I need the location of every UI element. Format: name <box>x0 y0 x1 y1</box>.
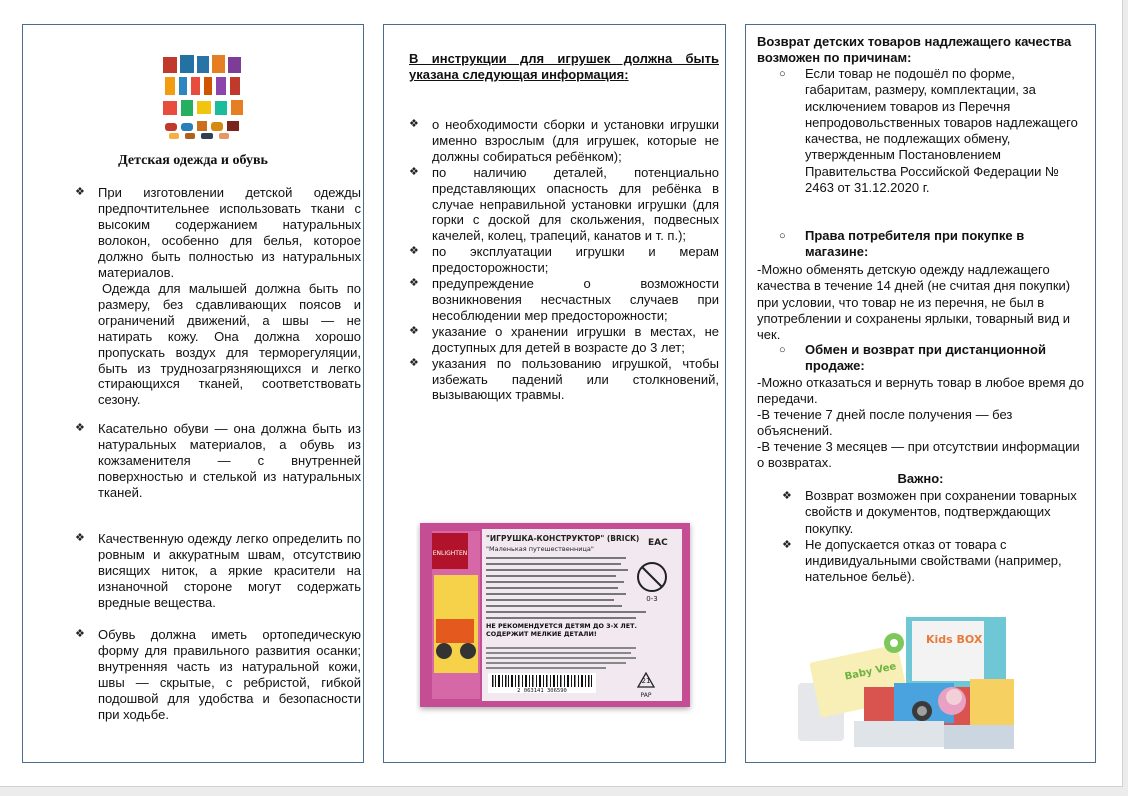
clothing-title: Детская одежда и обувь <box>118 153 268 168</box>
list-item: ○ Если товар не подошёл по форме, габаритам, размеру, комплектации, за исключением товаров из Перечня непродовольственных товаров надлежащего качества, не подлежащих обмену, утвержденным Постановлением Правительства Российской Федерации № 2463 от 31.12.2020 г. <box>779 66 1078 196</box>
diamond-bullet-icon: ❖ <box>409 165 419 178</box>
diamond-bullet-icon: ❖ <box>75 532 85 544</box>
quality-list <box>75 531 361 611</box>
list-item: ❖ по наличию деталей, потенциально представляющих опасность для ребёнка в случае неправильной установки игрушки (для горки с доской для скольжения, подвесных качелей, колец, трапеций, канатов и т. п.); <box>409 164 719 244</box>
column-toys <box>383 24 726 763</box>
list-item: ❖ При изготовлении детской одежды предпочтительнее использовать ткани с высоким содержанием натуральных волокон, особенно для белья, которое должно быть полностью из натуральных материалов. <box>75 185 361 280</box>
rights-heading-list <box>779 228 1083 260</box>
diamond-bullet-icon: ❖ <box>75 186 85 198</box>
diamond-bullet-icon: ❖ <box>409 118 419 130</box>
toys-list <box>409 117 719 403</box>
list-item: ❖ Возврат возможен при сохранении товарных свойств и документов, подтверждающих покупку. <box>782 488 1077 536</box>
remote-text-1: -Можно отказаться и вернуть товар в любое время до передачи. <box>757 375 1084 407</box>
shoes-list <box>75 421 361 501</box>
remote-text-3: -В течение 3 месяцев — при отсутствии информации о возвратах. <box>757 439 1080 471</box>
list-item: ○ Права потребителя при покупке в магазине: <box>779 228 1025 259</box>
recycle-number: 21 <box>641 677 651 685</box>
list-item: ❖ о необходимости сборки и установки игрушки именно взрослым (для игрушек, которые не должны собираться ребёнком); <box>409 117 719 164</box>
important-label: Важно: <box>897 471 944 486</box>
age-text: 0-3 <box>646 595 658 603</box>
diamond-bullet-icon: ❖ <box>409 356 419 369</box>
kids-box-text: Kids BOX <box>926 633 983 646</box>
remote-text-2: -В течение 7 дней после получения — без объяснений. <box>757 407 1013 439</box>
diamond-bullet-icon: ❖ <box>409 324 419 337</box>
toy-box-photo <box>416 519 698 715</box>
remote-heading-list <box>779 342 1083 374</box>
list-item: ❖ Обувь должна иметь ортопедическую форму для правильного развития осанки; внутренняя часть из натуральной кожи, швы — скрытые, с ребристой, гибкой подошвой для удобства и безопасности при ходьбе. <box>75 627 361 722</box>
footwear-list <box>75 627 361 722</box>
diamond-bullet-icon: ❖ <box>75 628 85 640</box>
list-item: ❖ Качественную одежду легко определить по ровным и аккуратным швам, отсутствию висящих ниток, а яркие красители на изнаночной стороне могут содержать вредные вещества. <box>75 531 361 610</box>
list-item: ○ Обмен и возврат при дистанционной продаже: <box>779 342 1046 373</box>
warning-text: НЕ РЕКОМЕНДУЕТСЯ ДЕТЯМ ДО 3-Х ЛЕТ. СОДЕРЖИТ МЕЛКИЕ ДЕТАЛИ! <box>486 623 637 638</box>
diamond-bullet-icon: ❖ <box>409 245 419 258</box>
clothing-list <box>75 185 361 280</box>
diamond-bullet-icon: ❖ <box>409 277 419 290</box>
list-item: ❖ Не допускается отказ от товара с индивидуальными свойствами (например, нательное бельё). <box>782 536 1062 585</box>
important-list <box>782 488 1083 586</box>
returns-heading: Возврат детских товаров надлежащего качества возможен по причинам: <box>757 34 1072 65</box>
returns-reasons-list <box>779 66 1083 196</box>
rights-text: -Можно обменять детскую одежду надлежащего качества в течение 14 дней (не считая дня покупки) при условии, что товар не из перечня, не был в употреблении и сохранены ярлыки, товарный вид и чек. <box>757 262 1071 343</box>
diamond-bullet-icon: ❖ <box>782 538 792 551</box>
column-clothing <box>22 24 364 763</box>
diamond-bullet-icon: ❖ <box>75 422 85 434</box>
list-item: ❖ предупреждение о возможности возникновения несчастных случаев при несоблюдении мер предосторожности; <box>409 276 719 323</box>
toys-heading: В инструкции для игрушек должна быть указана следующая информация: <box>409 51 719 82</box>
product-name-text: "Маленькая путешественница" <box>486 545 594 553</box>
list-item: ❖ указание о хранении игрушки в местах, не доступных для детей в возрасте до 3 лет; <box>409 323 719 355</box>
clothes-collage-icon <box>161 53 253 143</box>
column-returns <box>745 24 1096 763</box>
circle-bullet-icon: ○ <box>779 344 786 356</box>
list-item: ❖ указания по пользованию игрушкой, чтобы избежать падений или столкновений, вызывающих травмы. <box>409 355 719 403</box>
eac-mark: EAC <box>648 538 668 548</box>
gift-box-illustration <box>794 613 1042 755</box>
circle-bullet-icon: ○ <box>779 230 786 242</box>
brand-text: ENLIGHTEN <box>432 550 468 557</box>
pap-label: PAP <box>640 692 652 699</box>
list-item: ❖ по эксплуатации игрушки и мерам предосторожности; <box>409 244 719 276</box>
diamond-bullet-icon: ❖ <box>782 490 792 502</box>
list-item: ❖ Касательно обуви — она должна быть из натуральных материалов, а обувь из кожзаменителя — с внутренней поверхностью и стелькой из натуральных тканей. <box>75 421 361 500</box>
circle-bullet-icon: ○ <box>779 68 786 80</box>
product-text: "ИГРУШКА-КОНСТРУКТОР" (BRICK) <box>486 534 640 543</box>
clothing-paragraph: Одежда для малышей должна быть по размеру, без сдавливающих поясов и ограничений движений, а швы — не натирать кожу. Она должна хорошо пропускать воздух для терморегуляции, быть из труднозагрязняющихся и легко стирающихся тканей, соответствовать сезону. <box>98 281 361 408</box>
barcode-number: 2 063141 306590 <box>517 688 567 694</box>
baby-brand-text: Baby Vee <box>843 661 898 683</box>
